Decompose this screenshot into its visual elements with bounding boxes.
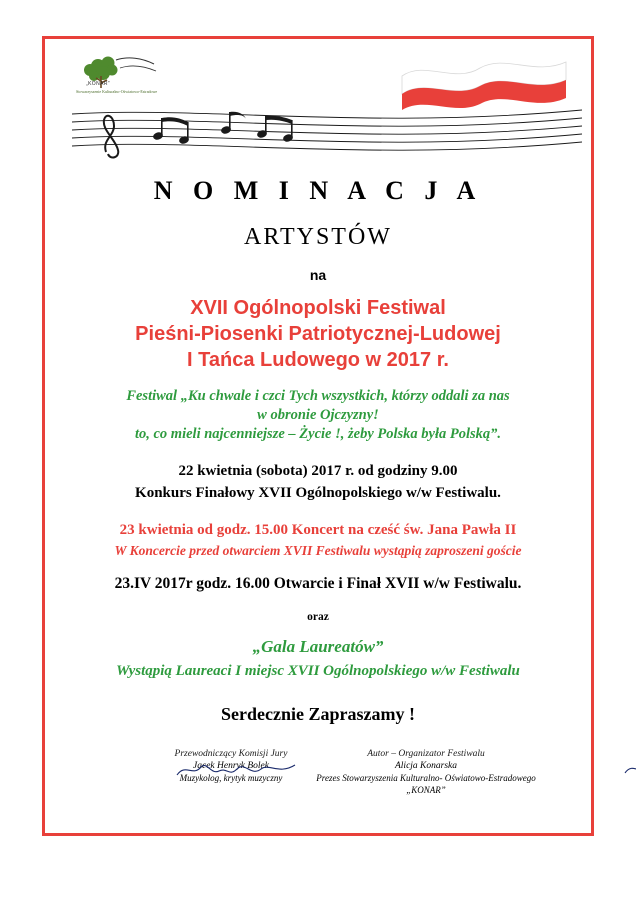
motto-line-1: Festiwal „Ku chwale i czci Tych wszystkich, którzy oddali za nas <box>126 388 510 404</box>
signature-right-handwriting-icon <box>621 759 636 781</box>
gala-subtitle: Wystąpią Laureaci I miejsc XVII Ogólnopolskiego w/w Festiwalu <box>116 663 520 679</box>
festival-title-line-1: XVII Ogólnopolski Festiwal <box>190 297 446 319</box>
festival-motto <box>56 387 580 444</box>
festival-title-line-3: I Tańca Ludowego w 2017 r. <box>187 349 449 371</box>
konar-logo-subtext: Stowarzyszenie Kulturalno-Oświatowo-Estradowe <box>76 89 158 94</box>
concert-subline: W Koncercie przed otwarciem XVII Festiwalu wystąpią zaproszeni goście <box>114 543 522 558</box>
signature-row <box>56 749 580 829</box>
preposition-na: na <box>309 267 327 283</box>
signature-right <box>311 749 541 796</box>
schedule-block-first <box>56 460 580 504</box>
invitation-line: Serdecznie Zapraszamy ! <box>221 704 415 724</box>
signature-right-name: Alicja Konarska <box>394 761 457 771</box>
signature-right-description: Prezes Stowarzyszenia Kulturalno- Oświatowo-Estradowego „KONAR” <box>316 773 536 795</box>
signature-right-role: Autor – Organizator Festiwalu <box>367 749 485 759</box>
schedule-line-1: 22 kwietnia (sobota) 2017 r. od godziny 9.00 <box>178 463 458 479</box>
festival-title <box>56 295 580 373</box>
gala-title: „Gala Laureatów” <box>252 637 384 656</box>
motto-line-3: to, co mieli najcenniejsze – Życie !, żeby Polska była Polską”. <box>134 426 502 442</box>
motto-line-2: w obronie Ojczyzny! <box>257 407 379 423</box>
page-subtitle: ARTYSTÓW <box>244 224 392 250</box>
festival-title-line-2: Pieśni-Piosenki Patriotycznej-Ludowej <box>135 323 501 345</box>
page-title: N O M I N A C J A <box>153 176 483 205</box>
opening-line: 23.IV 2017r godz. 16.00 Otwarcie i Finał XVII w/w Festiwalu. <box>114 575 522 592</box>
oraz-label: oraz <box>307 611 329 623</box>
konar-logo-text: „KONAR” <box>86 81 110 87</box>
signature-left-description: Muzykolog, krytyk muzyczny <box>179 773 283 783</box>
poster-content <box>56 48 580 824</box>
signature-left-role: Przewodniczący Komisji Jury <box>174 749 288 759</box>
poster-header <box>56 48 580 158</box>
concert-line: 23 kwietnia od godz. 15.00 Koncert na cześć św. Jana Pawła II <box>119 522 517 538</box>
signature-left-name: Jacek Henryk Bolek <box>193 761 269 771</box>
music-staff-decoration-icon <box>66 100 586 160</box>
schedule-line-2: Konkurs Finałowy XVII Ogólnopolskiego w/w Festiwalu. <box>135 485 501 501</box>
